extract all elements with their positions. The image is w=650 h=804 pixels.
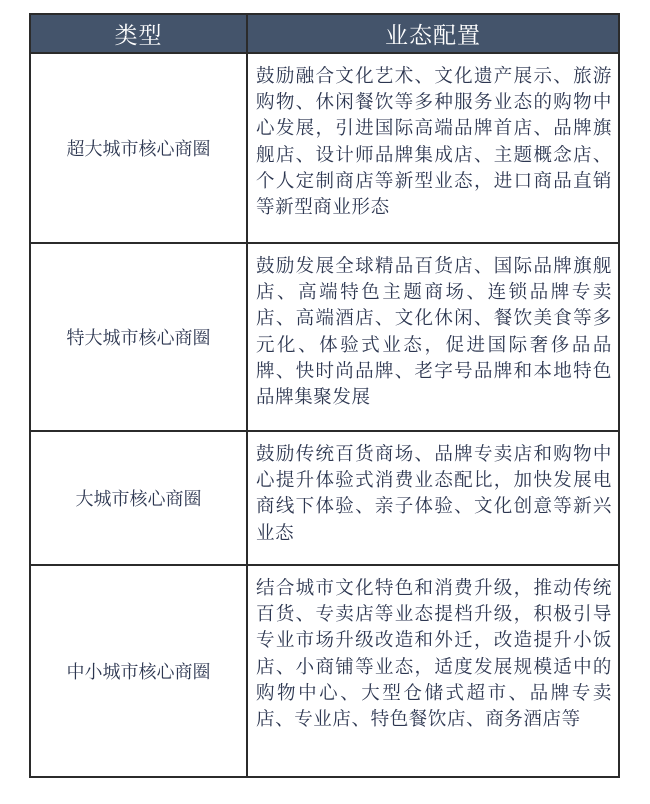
- business-format-table: [29, 13, 620, 778]
- type-cell: [31, 54, 248, 242]
- config-text: 鼓励融合文化艺术、文化遗产展示、旅游购物、休闲餐饮等多种服务业态的购物中心发展，引进国际高端品牌首店、品牌旗舰店、设计师品牌集成店、主题概念店、个人定制商店等新型业态，进口商品直销等新型商业形态: [256, 66, 612, 219]
- config-text: 鼓励传统百货商场、品牌专卖店和购物中心提升体验式消费业态配比，加快发展电商线下体验、亲子体验、文化创意等新兴业态: [256, 444, 612, 544]
- type-cell: [31, 244, 248, 430]
- type-label: 超大城市核心商圈: [66, 139, 211, 160]
- table-row: [31, 242, 618, 430]
- config-cell: [248, 54, 618, 242]
- config-cell: [248, 566, 618, 776]
- config-cell: [248, 432, 618, 564]
- config-text: 鼓励发展全球精品百货店、国际品牌旗舰店、高端特色主题商场、连锁品牌专卖店、高端酒店、文化休闲、餐饮美食等多元化、体验式业态，促进国际奢侈品品牌、快时尚品牌、老字号品牌和本地特色品牌集聚发展: [256, 256, 612, 409]
- type-label: 中小城市核心商圈: [66, 662, 211, 683]
- table-row: [31, 52, 618, 242]
- type-cell: [31, 432, 248, 564]
- header-type-cell: 类型: [31, 15, 248, 52]
- type-label: 特大城市核心商圈: [66, 328, 211, 349]
- config-cell: [248, 244, 618, 430]
- type-label: 大城市核心商圈: [75, 489, 202, 510]
- header-config-cell: 业态配置: [385, 23, 481, 49]
- table-row: [31, 430, 618, 564]
- table-row: [31, 564, 618, 776]
- type-cell: [31, 566, 248, 776]
- config-text: 结合城市文化特色和消费升级，推动传统百货、专卖店等业态提档升级，积极引导专业市场升级改造和外迁，改造提升小饭店、小商铺等业态，适度发展规模适中的购物中心、大型仓储式超市、品牌专卖店、专业店、特色餐饮店、商务酒店等: [256, 578, 612, 731]
- table-header-row: [31, 15, 618, 52]
